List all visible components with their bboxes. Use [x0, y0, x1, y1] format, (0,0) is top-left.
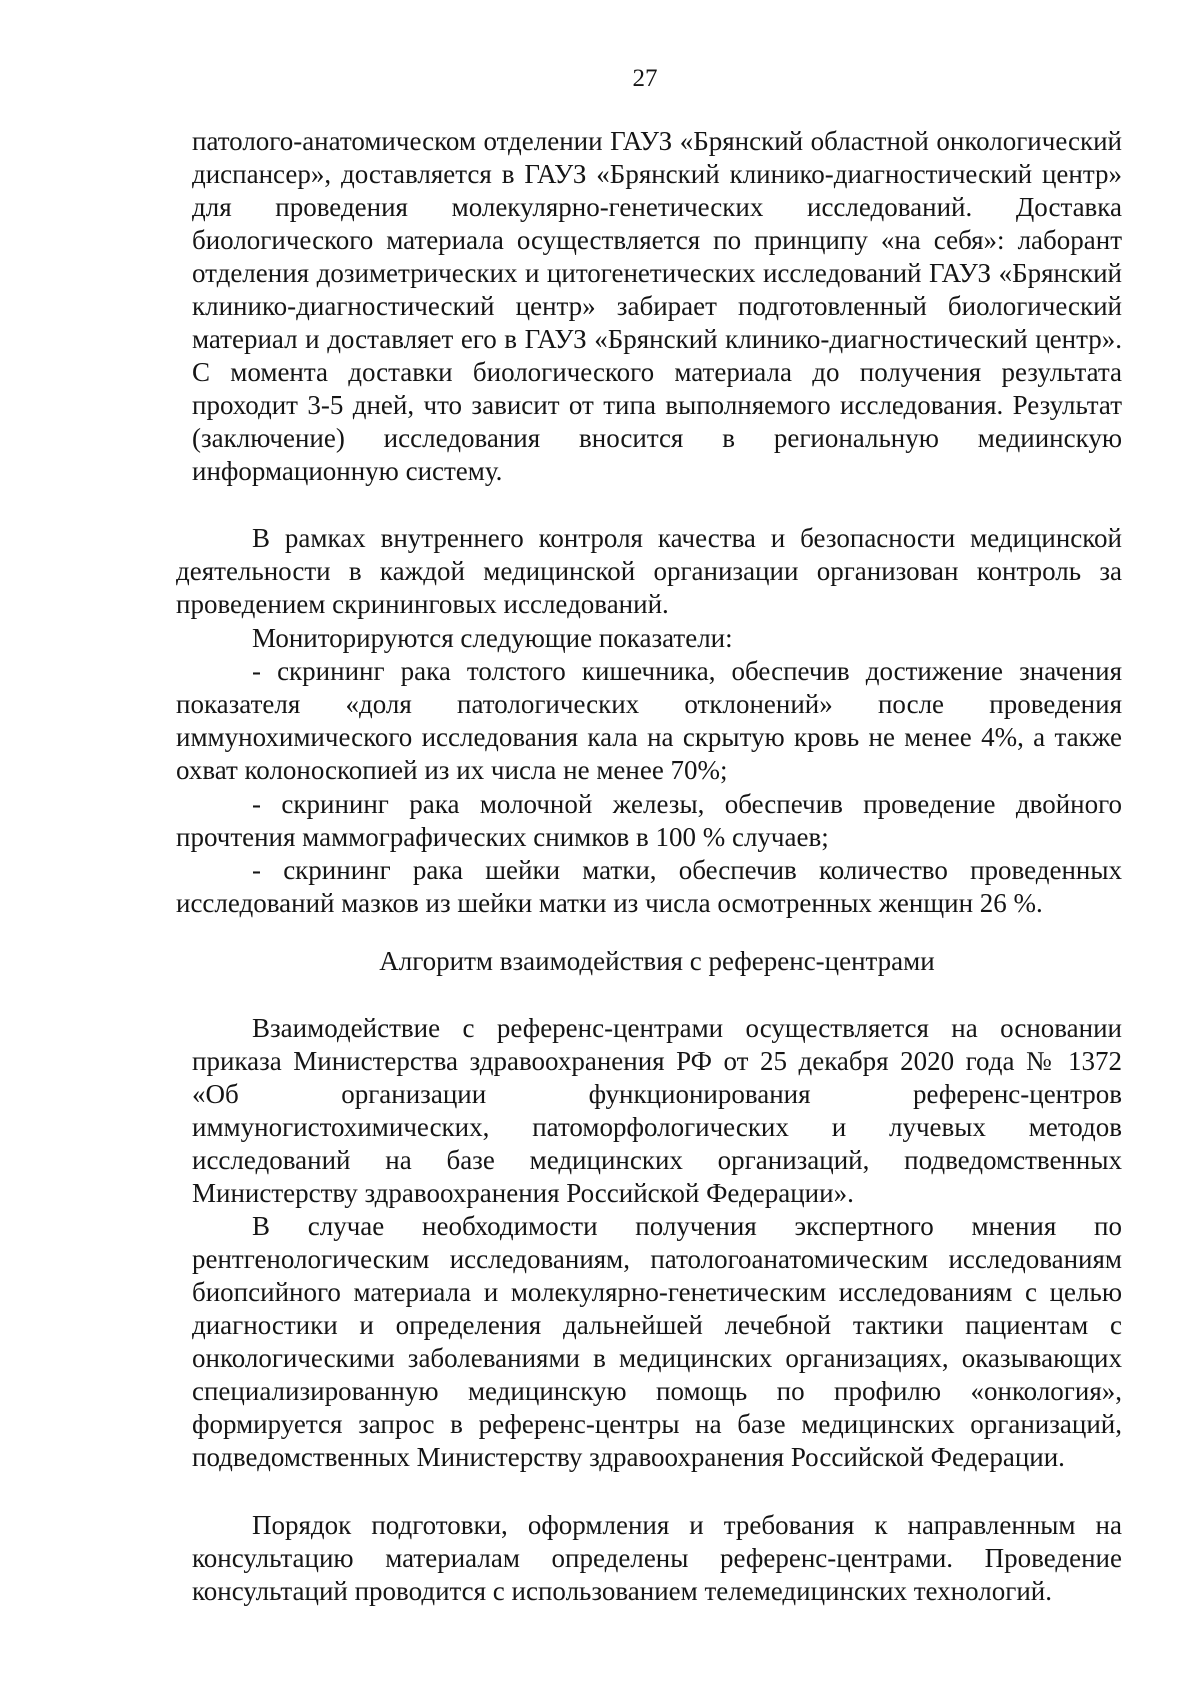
section-heading: Алгоритм взаимодействия с референс-центрами: [379, 946, 935, 976]
page-number: 27: [632, 65, 658, 92]
list-item-cervical-screening: - скрининг рака шейки матки, обеспечив количество проведенных исследований мазков из шейки матки из числа осмотренных женщин 26 %.: [176, 855, 1122, 918]
list-item-colon-screening: - скрининг рака толстого кишечника, обеспечив достижение значения показателя «доля патологических отклонений» после проведения иммунохимического исследования кала на скрытую кровь не менее 4%, а также охват колоноскопией из их числа не менее 70%;: [176, 656, 1122, 785]
paragraph-reference-centers-order: Взаимодействие с референс-центрами осуществляется на основании приказа Министерства здравоохранения РФ от 25 декабря 2020 года № 1372 «Об организации функционирования референс-центров иммуногистохимических, патоморфологических и лучевых методов исследований на базе медицинских организаций, подведомственных Министерству здравоохранения Российской Федерации».: [192, 1013, 1122, 1208]
paragraph-expert-opinion-request: В случае необходимости получения экспертного мнения по рентгенологическим исследованиям, патологоанатомическим исследованиям биопсийного материала и молекулярно-генетическим исследованиям с целью диагностики и определения дальнейшей лечебной тактики пациентам с онкологическими заболеваниями в медицинских организациях, оказывающих специализированную медицинскую помощь по профилю «онкология», формируется запрос в референс-центры на базе медицинских организаций, подведомственных Министерству здравоохранения Российской Федерации.: [192, 1211, 1122, 1472]
paragraph-internal-control: В рамках внутреннего контроля качества и безопасности медицинской деятельности в каждой медицинской организации организован контроль за проведением скрининговых исследований.: [176, 523, 1122, 619]
paragraph-monitored-indicators: Мониторируются следующие показатели:: [252, 623, 733, 653]
list-item-breast-screening: - скрининг рака молочной железы, обеспечив проведение двойного прочтения маммографических снимков в 100 % случаев;: [176, 789, 1122, 852]
paragraph-consultation-procedure: Порядок подготовки, оформления и требования к направленным на консультацию материалам определены референс-центрами. Проведение консультаций проводится с использованием телемедицинских технологий.: [192, 1510, 1122, 1606]
paragraph-pathology-delivery: патолого-анатомическом отделении ГАУЗ «Брянский областной онкологический диспансер», доставляется в ГАУЗ «Брянский клинико-диагностический центр» для проведения молекулярно-генетических исследований. Доставка биологического материала осуществляется по принципу «на себя»: лаборант отделения дозиметрических и цитогенетических исследований ГАУЗ «Брянский клинико-диагностический центр» забирает подготовленный биологический материал и доставляет его в ГАУЗ «Брянский клинико-диагностический центр». С момента доставки биологического материала до получения результата проходит 3-5 дней, что зависит от типа выполняемого исследования. Результат (заключение) исследования вносится в региональную медиинскую информационную систему.: [192, 126, 1122, 486]
